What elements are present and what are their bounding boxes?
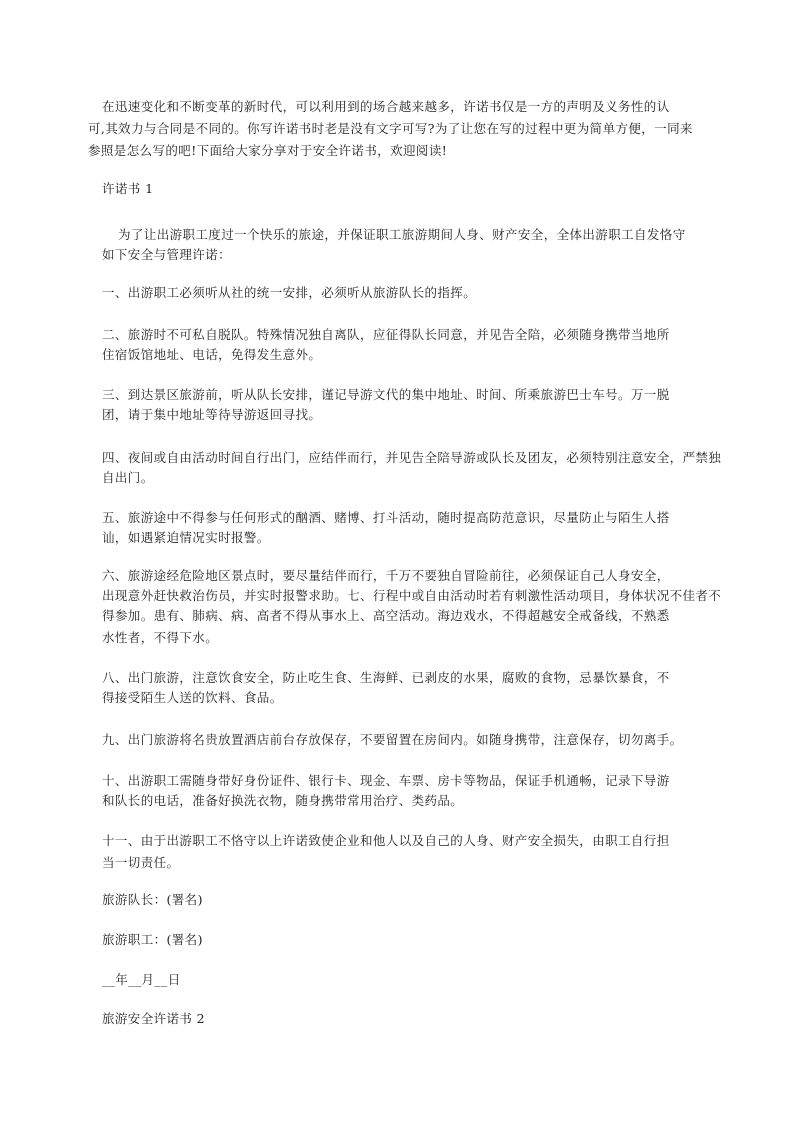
item-9-line-1: 九、出门旅游将名贵放置酒店前台存放保存，不要留置在房间内。如随身携带，注意保存，切勿离手。	[102, 732, 683, 747]
item-8-line-1: 八、出门旅游，注意饮食安全，防止吃生食、生海鲜、已剥皮的水果，腐败的食物，忌暴饮暴食，不	[102, 670, 670, 685]
intro-line-3: 参照是怎么写的吧!下面给大家分享对于安全许诺书，欢迎阅读!	[88, 143, 448, 158]
section-title-2: 旅游安全许诺书 2	[102, 1011, 206, 1026]
item-6-line-4: 水性者，不得下水。	[102, 630, 219, 645]
item-5-line-1: 五、旅游途中不得参与任何形式的酗酒、赌博、打斗活动，随时提高防范意识，尽量防止与陌生人搭	[102, 510, 670, 525]
item-3-line-1: 三、到达景区旅游前，听从队长安排，谨记导游文代的集中地址、时间、所乘旅游巴士车号。万一脱	[102, 387, 670, 402]
item-10-line-1: 十、出游职工需随身带好身份证件、银行卡、现金、车票、房卡等物品，保证手机通畅，记录下导游	[102, 773, 670, 788]
signature-date: __年__月__日	[102, 972, 181, 987]
signature-leader: 旅游队长：(署名)	[102, 892, 203, 907]
item-10-line-2: 和队长的电话，准备好换洗衣物，随身携带常用治疗、类药品。	[102, 793, 464, 808]
section-title-1: 许诺书 1	[102, 181, 154, 196]
item-5-line-2: 讪，如遇紧迫情况实时报警。	[102, 530, 270, 545]
opening-line-2: 如下安全与管理许诺：	[102, 247, 232, 262]
item-1-line-1: 一、出游职工必须听从社的统一安排，必须听从旅游队长的指挥。	[102, 285, 477, 300]
item-2-line-2: 住宿饭馆地址、电话，免得发生意外。	[102, 347, 322, 362]
intro-line-1: 在迅速变化和不断变革的新时代，可以利用到的场合越来越多，许诺书仅是一方的声明及义务性的认	[102, 99, 670, 114]
opening-line-1: 为了让出游职工度过一个快乐的旅途，并保证职工旅游期间人身、财产安全，全体出游职工自发恪守	[118, 227, 686, 242]
item-6-line-3: 得参加。患有、肺病、病、高者不得从事水上、高空活动。海边戏水，不得超越安全戒备线，不熟悉	[102, 608, 670, 623]
item-6-line-1: 六、旅游途经危险地区景点时，要尽量结伴而行，千万不要独自冒险前往，必须保证自己人身安全，	[102, 568, 670, 583]
item-11-line-2: 当一切责任。	[102, 855, 180, 870]
item-4-line-1: 四、夜间或自由活动时间自行出门，应结伴而行，并见告全陪导游或队长及团友，必须特别注意安全，严禁独	[102, 450, 722, 465]
item-6-line-2: 出现意外赶快救治伤员，并实时报警求助。七、行程中或自由活动时若有刺激性活动项目，身体状况不佳者不	[102, 588, 722, 603]
item-11-line-1: 十一、由于出游职工不恪守以上许诺致使企业和他人以及自己的人身、财产安全损失，由职工自行担	[102, 833, 670, 848]
item-8-line-2: 得接受陌生人送的饮料、食品。	[102, 690, 283, 705]
item-4-line-2: 自出门。	[102, 470, 154, 485]
signature-staff: 旅游职工：(署名)	[102, 932, 203, 947]
item-3-line-2: 团，请于集中地址等待导游返回寻找。	[102, 407, 322, 422]
item-2-line-1: 二、旅游时不可私自脱队。特殊情况独自离队，应征得队长同意，并见告全陪，必须随身携带当地所	[102, 327, 670, 342]
intro-line-2: 可,其效力与合同是不同的。你写许诺书时老是没有文字可写?为了让您在写的过程中更为简单方便，一同来	[88, 121, 693, 136]
